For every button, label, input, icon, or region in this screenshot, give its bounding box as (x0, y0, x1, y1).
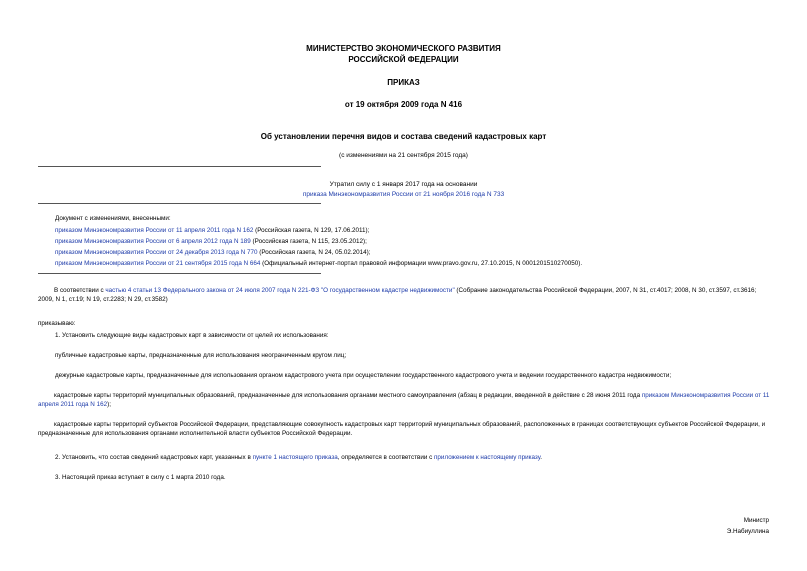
amendment-item (55, 227, 369, 235)
ministry-line2: РОССИЙСКОЙ ФЕДЕРАЦИИ (348, 55, 459, 64)
status-line-link-wrap (0, 191, 807, 199)
duty-maps: дежурные кадастровые карты, предназначенные для использования органом кадастрового учета при осуществлении государственного кадастрового учета и ведении государственного кадастра недвижимости; (55, 372, 672, 379)
municipal-maps (38, 392, 773, 409)
signature-position: Министр (743, 517, 769, 524)
amendment-source: (Официальный интернет-портал правовой информации www.pravo.gov.ru, 27.10.2015, N 0001201510270050). (260, 260, 583, 267)
amendment-link[interactable]: приказом Минэкономразвития России от 21 сентября 2015 года N 664 (55, 260, 261, 267)
signature-name: Э.Набиуллина (726, 528, 769, 535)
point-1-link[interactable]: пункте 1 настоящего приказа (252, 454, 338, 461)
municipal-end: ); (107, 400, 111, 408)
date-number: от 19 октября 2009 года N 416 (344, 100, 463, 109)
preamble-paragraph (38, 287, 773, 304)
doc-type: ПРИКАЗ (387, 78, 420, 87)
divider (38, 166, 321, 167)
divider (38, 203, 321, 204)
amendment-link[interactable]: приказом Минэкономразвития России от 24 декабря 2013 года N 770 (55, 249, 258, 256)
amendments-heading: Документ с изменениями, внесенными: (55, 215, 171, 222)
amendment-162-link[interactable]: приказом Минэкономразвития России от 11 апреля 2011 года N 162 (38, 392, 770, 408)
amendment-item (55, 249, 371, 257)
amendment-source: (Российская газета, N 115, 23.05.2012); (250, 238, 367, 245)
amendment-link[interactable]: приказом Минэкономразвития России от 6 апреля 2012 года N 189 (55, 238, 251, 245)
preamble-text: В соответствии с (54, 287, 106, 294)
item-1: 1. Установить следующие виды кадастровых карт в зависимости от целей их использования: (55, 332, 329, 339)
amendment-source: (Российская газета, N 129, 17.06.2011); (253, 227, 370, 234)
repeal-order-link[interactable]: приказа Минэкономразвития России от 21 ноября 2016 года N 733 (302, 191, 505, 198)
item-2 (55, 454, 542, 462)
document-title: Об установлении перечня видов и состава сведений кадастровых карт (260, 132, 547, 141)
preamble-text: (Собрание законодательства Российской Федерации, 2007, N 31, ст.4017; 2008, N 30, ст.3597, ст.3616; 2009, N 1, ст.19; N 19, ст.2283; N 29, ст.3582) (38, 287, 757, 303)
status-line: Утратил силу с 1 января 2017 года на основании (329, 181, 478, 188)
divider (38, 273, 321, 274)
public-maps: публичные кадастровые карты, предназначенные для использования неограниченным кругом лиц; (55, 352, 347, 359)
amendment-item (55, 238, 367, 246)
item-2-text: . (540, 454, 543, 461)
order-word: приказываю: (38, 320, 76, 327)
item-3: 3. Настоящий приказ вступает в силу с 1 марта 2010 года. (55, 474, 226, 481)
amendment-link[interactable]: приказом Минэкономразвития России от 11 апреля 2011 года N 162 (55, 227, 254, 234)
item-2-text: 2. Установить, что состав сведений кадастровых карт, указанных в (55, 454, 253, 461)
subject-maps: кадастровые карты территорий субъектов Российской Федерации, представляющие совокупность кадастровых карт территорий муниципальных образований, расположенных в границах соответствующих субъектов Российской Федерации, и предназначенные для использования органами исполнительной власти субъектов Российской Федерации. (38, 421, 766, 437)
amendment-source: (Российская газета, N 24, 05.02.2014); (257, 249, 371, 256)
federal-law-link[interactable]: частью 4 статьи 13 Федерального закона от 24 июля 2007 года N 221-ФЗ "О государственном кадастре недвижимости" (105, 287, 455, 294)
amendment-item (55, 260, 582, 268)
revision-note: (с изменениями на 21 сентября 2015 года) (339, 152, 468, 159)
ministry-line1: МИНИСТЕРСТВО ЭКОНОМИЧЕСКОГО РАЗВИТИЯ (306, 44, 501, 53)
appendix-link[interactable]: приложением к настоящему приказу (434, 454, 541, 461)
municipal-text: кадастровые карты территорий муниципальных образований, предназначенные для использования органами местного самоуправления (абзац в редакции, введенной в действие с 28 июня 2011 года (54, 392, 642, 399)
item-2-text: , определяется в соответствии с (337, 454, 435, 461)
